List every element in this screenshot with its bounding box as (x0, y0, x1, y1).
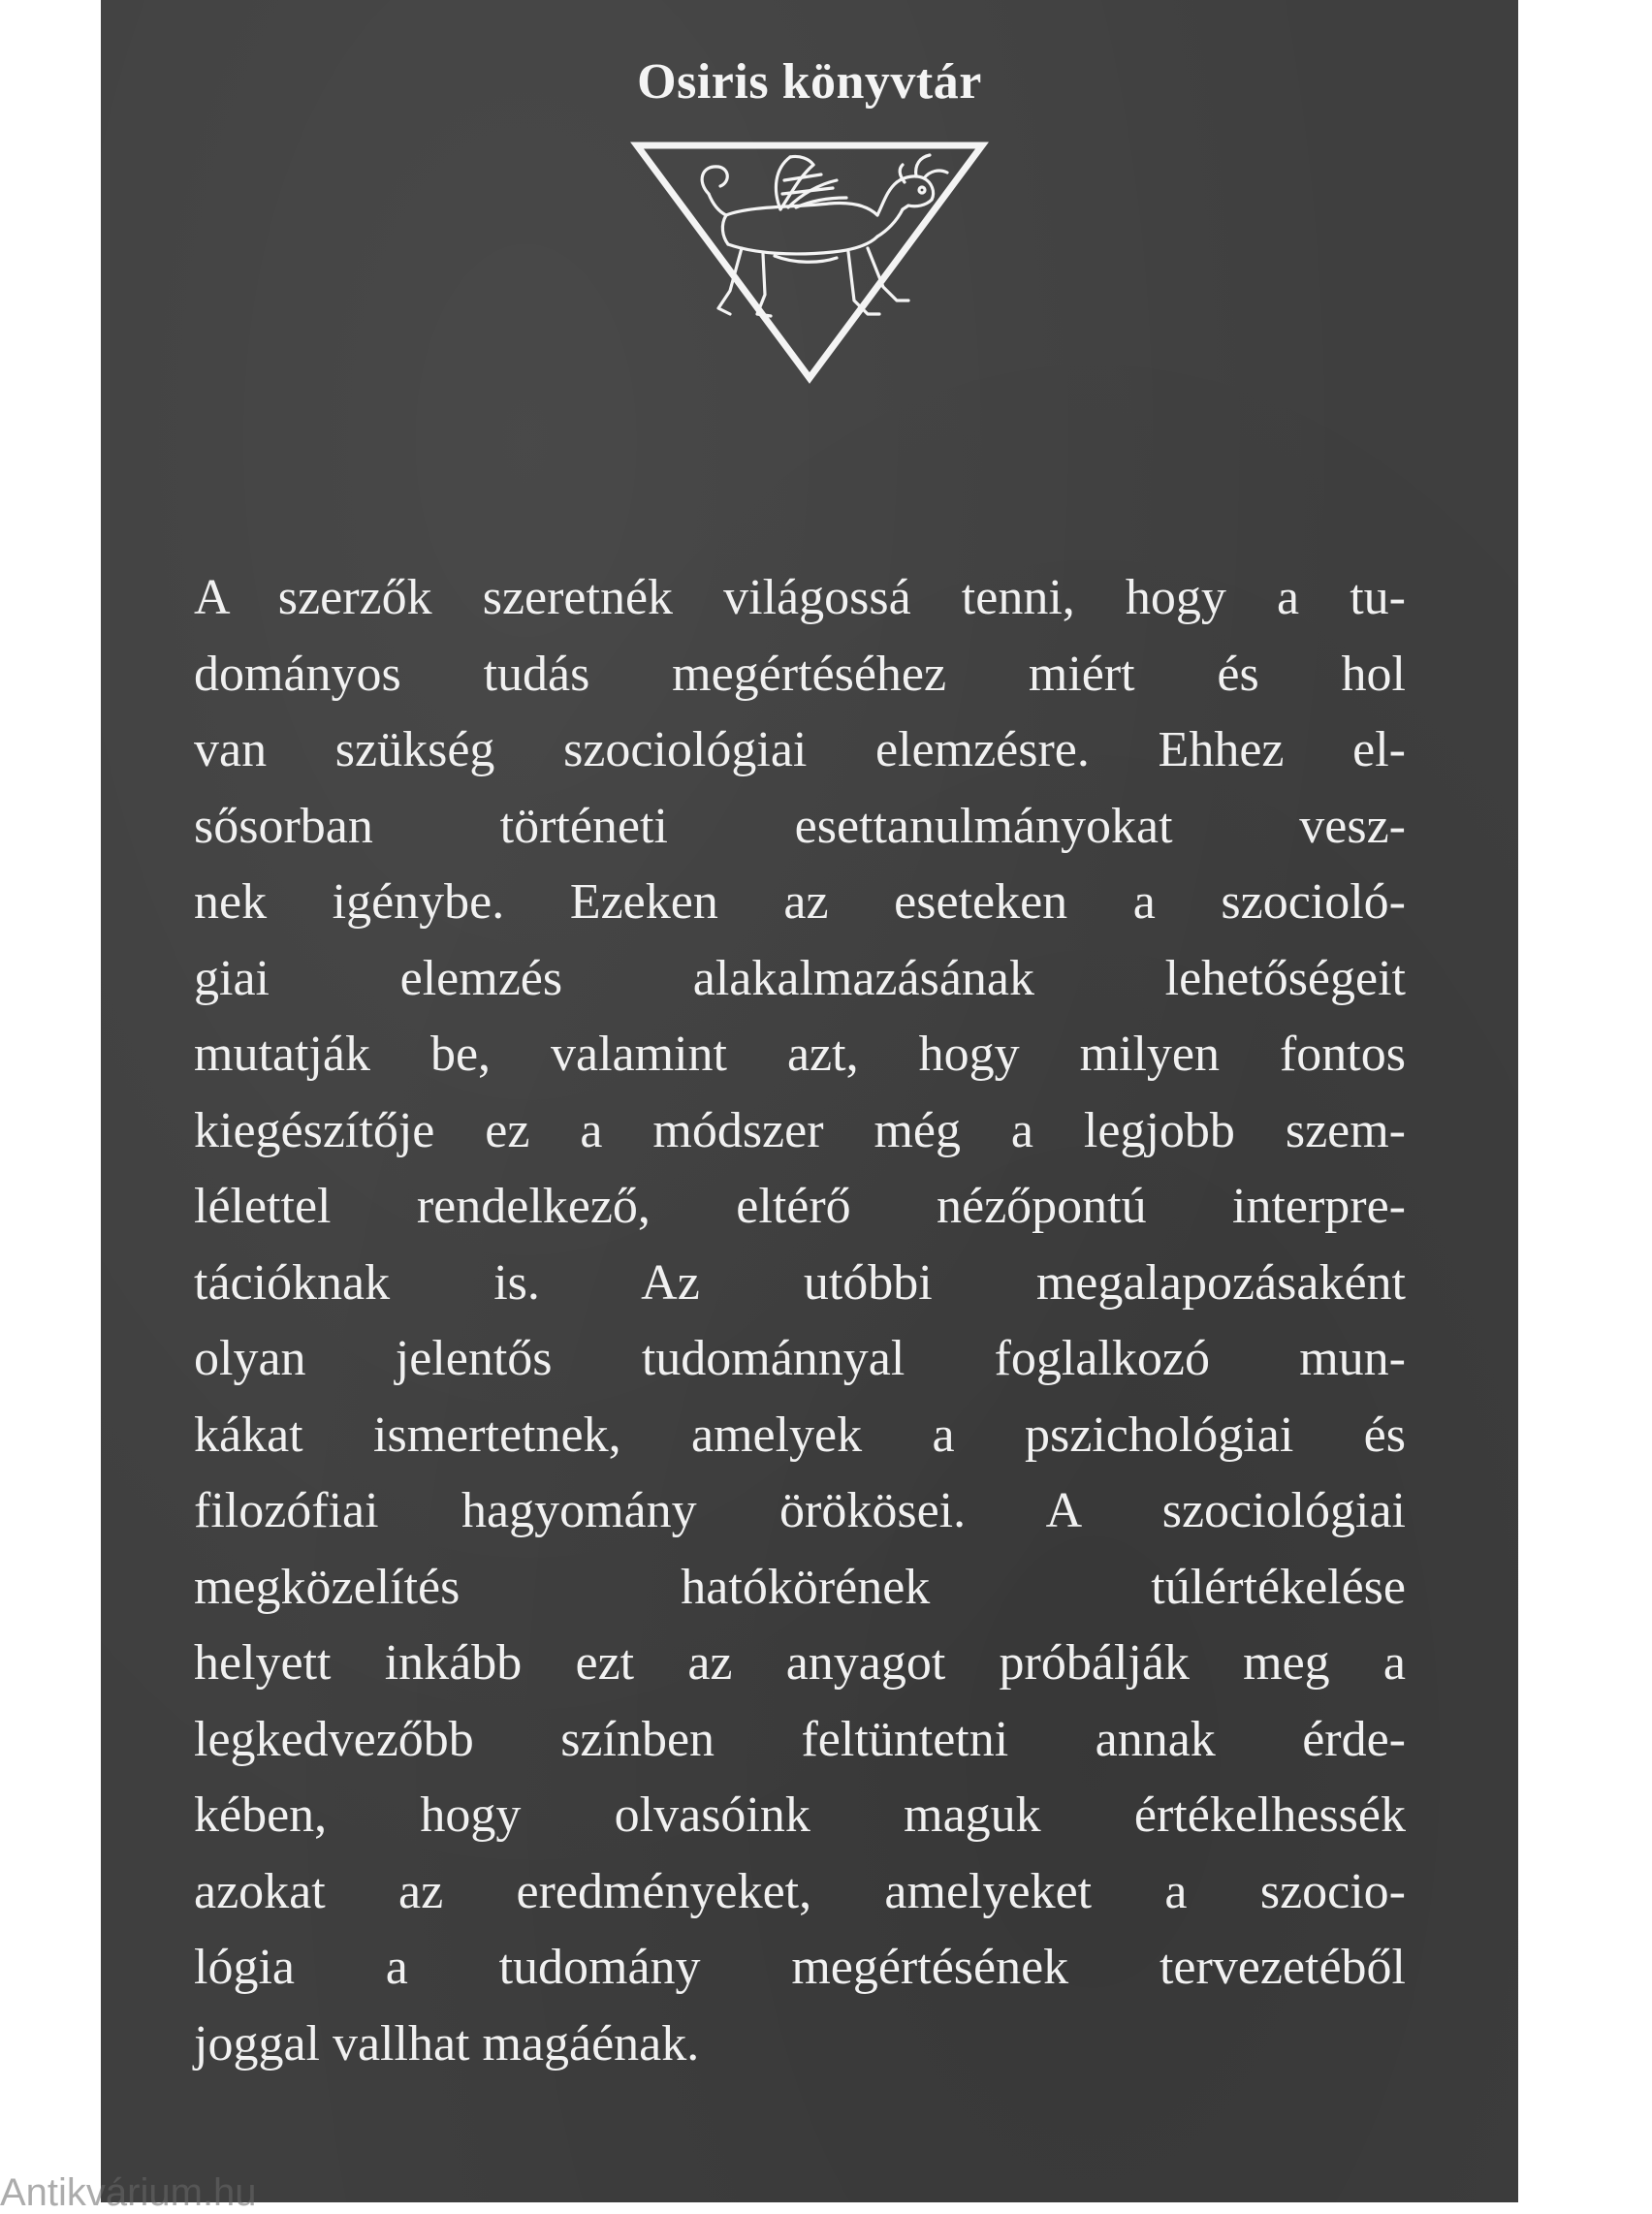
blurb-line: kében, hogy olvasóink maguk értékelhessék (194, 1787, 1406, 1843)
blurb-line: olyan jelentős tudománnyal foglalkozó mun- (194, 1331, 1406, 1386)
winged-bull-triangle-icon (629, 136, 990, 386)
blurb-line: filozófiai hagyomány örökösei. A szociológiai (194, 1483, 1406, 1538)
blurb-line: sősorban történeti esettanulmányokat vesz- (194, 798, 1406, 854)
blurb-line: dományos tudás megértéséhez miért és hol (194, 646, 1406, 702)
series-title: Osiris könyvtár (637, 54, 982, 110)
blurb-line: lógia a tudomány megértésének tervezetéből (194, 1940, 1406, 1995)
blurb-line: azokat az eredményeket, amelyeket a szocio- (194, 1863, 1406, 1919)
blurb-line: legkedvezőbb színben feltüntetni annak érde- (194, 1711, 1406, 1767)
blurb-line: A szerzők szeretnék világossá tenni, hogy a tu- (194, 570, 1406, 625)
blurb-line: giai elemzés alakalmazásának lehetőségeit (194, 950, 1406, 1006)
blurb-line: kákat ismertetnek, amelyek a pszichológiai és (194, 1407, 1406, 1463)
blurb-line: megközelítés hatókörének túlértékelése (194, 1559, 1406, 1615)
blurb-line: van szükség szociológiai elemzésre. Ehhez el- (194, 722, 1406, 777)
blurb-line: helyett inkább ezt az anyagot próbálják meg a (194, 1635, 1406, 1691)
watermark: Antikvárium.hu (0, 2171, 257, 2214)
blurb-line: tációknak is. Az utóbbi megalapozásaként (194, 1254, 1406, 1311)
blurb-line: mutatják be, valamint azt, hogy milyen fontos (194, 1027, 1406, 1082)
blurb-line: kiegészítője ez a módszer még a legjobb szem- (194, 1102, 1406, 1158)
blurb-line: lélettel rendelkező, eltérő nézőpontú interpre- (194, 1179, 1406, 1234)
blurb-text (194, 560, 1406, 2082)
blurb-line: nek igénybe. Ezeken az eseteken a szocioló- (194, 874, 1406, 930)
blurb-line: joggal vallhat magáénak. (194, 2015, 700, 2072)
back-cover-panel (101, 0, 1518, 2202)
